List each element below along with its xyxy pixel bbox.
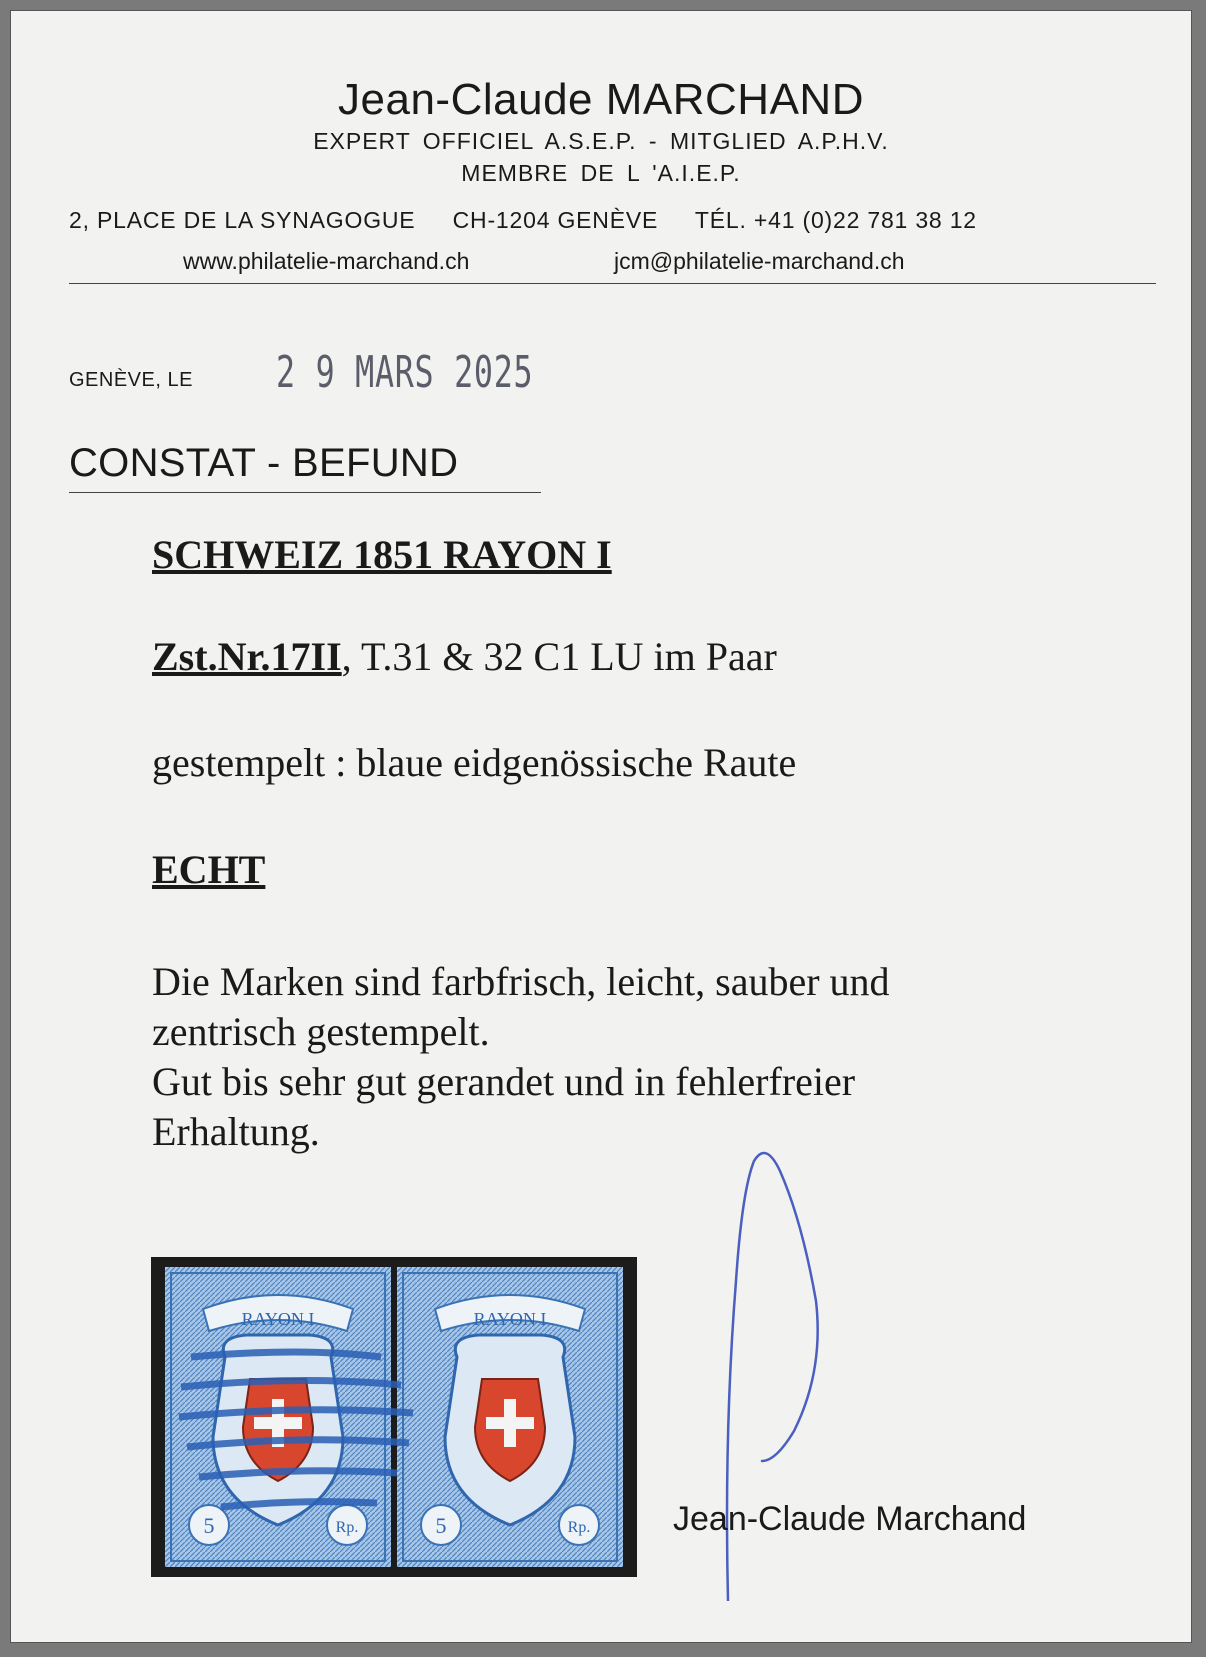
section-title: CONSTAT - BEFUND: [69, 441, 459, 485]
catalog-details: , T.31 & 32 C1 LU im Paar: [341, 634, 777, 679]
postcode-city: CH-1204 GENÈVE: [452, 207, 659, 233]
section-underline: [69, 492, 541, 493]
date-stamp: 2 9 MARS 2025: [276, 347, 534, 398]
catalog-number: Zst.Nr.17II: [152, 634, 342, 679]
description-line: zentrisch gestempelt.: [152, 1009, 490, 1054]
description-line: Erhaltung.: [152, 1109, 320, 1154]
cancellation-line: gestempelt : blaue eidgenössische Raute: [152, 740, 797, 785]
expert-membership: MEMBRE DE L 'A.I.E.P.: [461, 160, 741, 186]
stamp-pair-image: [151, 1257, 637, 1577]
certificate-title: SCHWEIZ 1851 RAYON I: [152, 532, 612, 577]
verdict: ECHT: [152, 847, 266, 892]
description-line: Gut bis sehr gut gerandet und in fehlerfreier: [152, 1059, 856, 1104]
description-line: Die Marken sind farbfrisch, leicht, sauber und: [152, 959, 890, 1004]
email-link[interactable]: jcm@philatelie-marchand.ch: [614, 248, 905, 274]
expert-credentials: EXPERT OFFICIEL A.S.E.P. - MITGLIED A.P.H.V.: [313, 128, 889, 154]
website-link[interactable]: www.philatelie-marchand.ch: [183, 248, 470, 274]
phone-number: TÉL. +41 (0)22 781 38 12: [694, 207, 977, 233]
stamp-right: [397, 1267, 623, 1567]
stamp-value: 5: [203, 1513, 215, 1538]
date-label: GENÈVE, LE: [69, 369, 193, 391]
certificate-page: [10, 10, 1192, 1643]
expert-name: Jean-Claude MARCHAND: [338, 75, 864, 124]
stamp-unit: Rp.: [335, 1519, 359, 1536]
signature-name: Jean-Claude Marchand: [673, 1500, 1027, 1538]
address-line: [69, 207, 977, 234]
stamp-label: RAYON I: [473, 1309, 547, 1329]
header-divider: [69, 283, 1156, 284]
stamp-value: 5: [435, 1513, 447, 1538]
stamp-label: RAYON I: [241, 1309, 315, 1329]
street-address: 2, PLACE DE LA SYNAGOGUE: [69, 207, 416, 233]
description: [152, 957, 1102, 1157]
catalog-line: [152, 633, 777, 680]
stamp-unit: Rp.: [567, 1519, 591, 1536]
